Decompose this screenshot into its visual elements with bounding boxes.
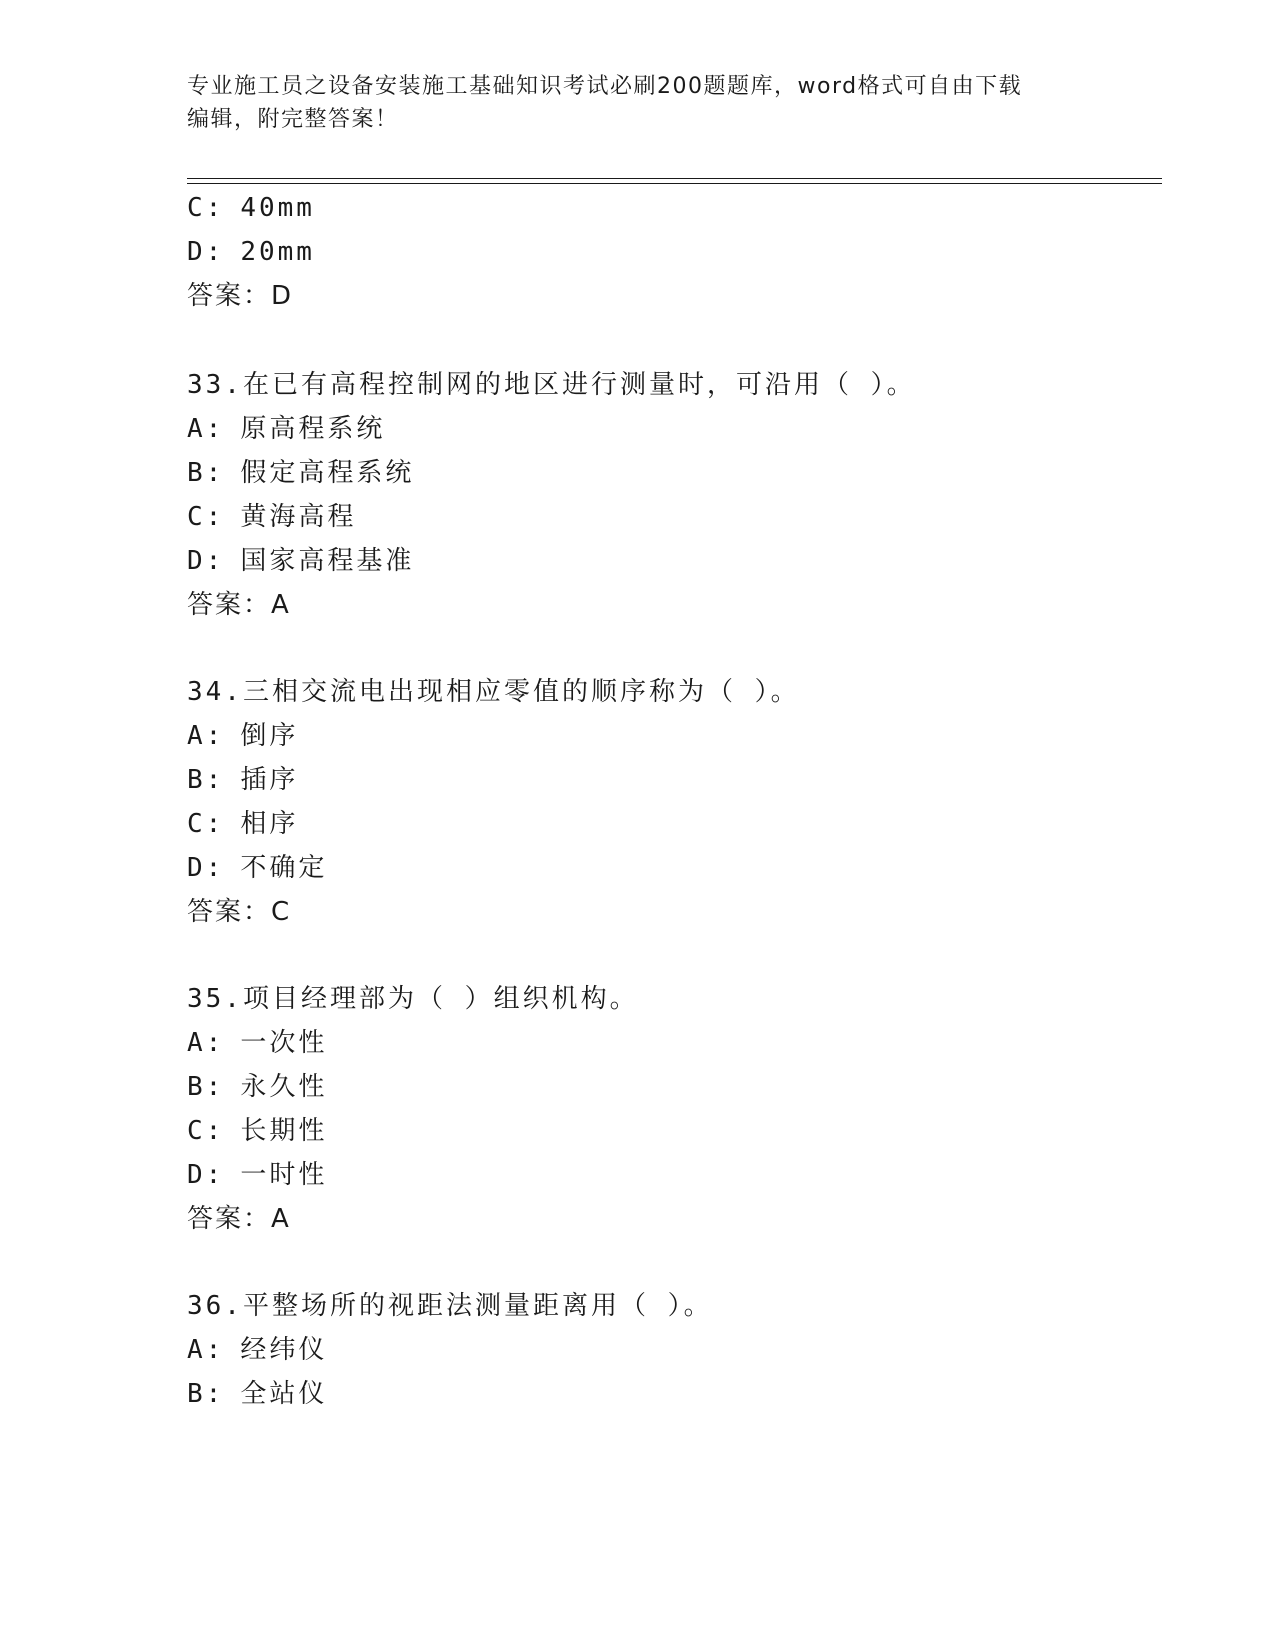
- option-letter: A:: [187, 414, 225, 444]
- header-line-1: 专业施工员之设备安装施工基础知识考试必刷200题题库，word格式可自由下载: [187, 74, 1023, 99]
- option-text: 长期性: [240, 1116, 328, 1146]
- option-b: [187, 765, 298, 795]
- answer-line: 答案：D: [187, 281, 294, 311]
- option-text: 倒序: [240, 721, 299, 751]
- option-a: [187, 1028, 327, 1058]
- option-c: [187, 502, 356, 532]
- answer-line: 答案：A: [187, 1204, 291, 1234]
- question-34-stem: 34.三相交流电出现相应零值的顺序称为（ ）。: [187, 677, 800, 707]
- option-d: [187, 853, 327, 883]
- option-letter: C:: [187, 193, 225, 223]
- option-text: 原高程系统: [240, 414, 386, 444]
- option-letter: C:: [187, 1116, 225, 1146]
- option-letter: B:: [187, 1379, 225, 1409]
- option-b: [187, 458, 414, 488]
- option-text: 全站仪: [240, 1379, 328, 1409]
- option-a: [187, 414, 385, 444]
- option-letter: A:: [187, 1335, 225, 1365]
- header-divider-top: [187, 178, 1162, 179]
- question-35-stem: 35.项目经理部为（ ）组织机构。: [187, 984, 639, 1014]
- option-a: [187, 721, 298, 751]
- option-letter: A:: [187, 721, 225, 751]
- option-b: [187, 1072, 327, 1102]
- option-c: [187, 809, 298, 839]
- option-letter: D:: [187, 1160, 225, 1190]
- option-d: [187, 1160, 327, 1190]
- option-letter: D:: [187, 853, 225, 883]
- option-d: [187, 546, 414, 576]
- option-letter: A:: [187, 1028, 225, 1058]
- option-text: 20mm: [240, 237, 315, 267]
- option-text: 经纬仪: [240, 1335, 328, 1365]
- option-text: 一次性: [240, 1028, 328, 1058]
- option-letter: B:: [187, 458, 225, 488]
- option-b: [187, 1379, 327, 1409]
- header-divider-bottom: [187, 183, 1162, 184]
- option-letter: D:: [187, 237, 225, 267]
- option-letter: C:: [187, 502, 225, 532]
- option-letter: D:: [187, 546, 225, 576]
- option-text: 永久性: [240, 1072, 328, 1102]
- option-letter: B:: [187, 1072, 225, 1102]
- option-text: 黄海高程: [240, 502, 357, 532]
- option-letter: B:: [187, 765, 225, 795]
- option-text: 40mm: [240, 193, 315, 223]
- question-33-stem: 33.在已有高程控制网的地区进行测量时，可沿用（ ）。: [187, 370, 916, 400]
- document-header: [187, 70, 1087, 136]
- option-text: 相序: [240, 809, 299, 839]
- answer-line: 答案：C: [187, 897, 292, 927]
- option-c: [187, 1116, 327, 1146]
- option-text: 不确定: [240, 853, 328, 883]
- option-text: 国家高程基准: [240, 546, 415, 576]
- question-36-stem: 36.平整场所的视距法测量距离用（ ）。: [187, 1291, 713, 1321]
- option-text: 假定高程系统: [240, 458, 415, 488]
- option-text: 一时性: [240, 1160, 328, 1190]
- option-letter: C:: [187, 809, 225, 839]
- option-d: [187, 237, 315, 267]
- header-line-2: 编辑，附完整答案！: [187, 107, 399, 132]
- option-text: 插序: [240, 765, 299, 795]
- answer-line: 答案：A: [187, 590, 291, 620]
- option-c: [187, 193, 315, 223]
- option-a: [187, 1335, 327, 1365]
